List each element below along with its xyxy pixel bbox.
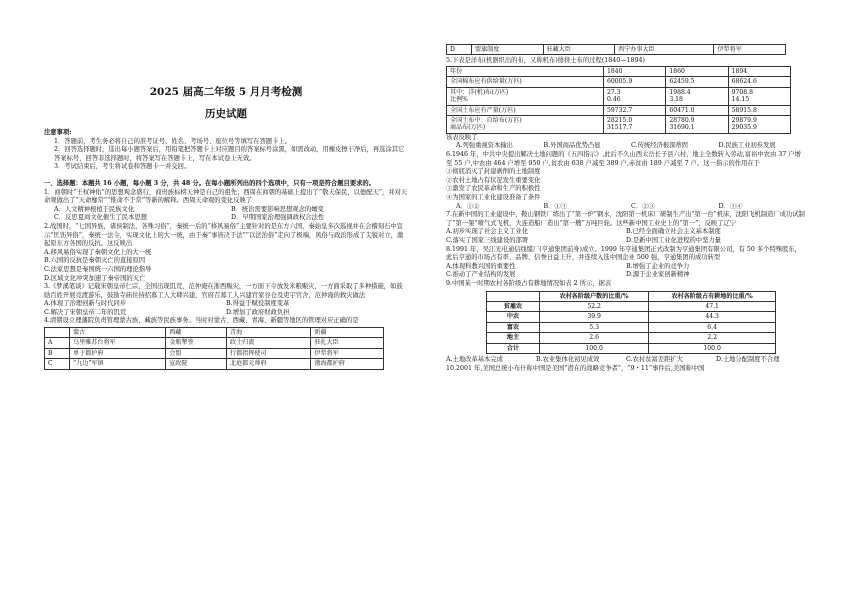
note-item: 1．答题前，考生务必将自己的准考证号、姓名、考场号、座位号等填写在答题卡上。 (54, 137, 291, 145)
note-item: 3．考试结束后，考生将试卷和答题卡一并交回。 (54, 163, 191, 171)
table-cell: 伊犁将军 (714, 45, 786, 55)
table-cell: 58915.8 (728, 105, 790, 115)
table-row (447, 116, 791, 134)
q8-option: A.体现科教兴国的重要性 (446, 262, 516, 270)
table-cell: 44.3 (649, 312, 776, 322)
table-row (447, 77, 791, 87)
subject-title: 历史试题 (205, 108, 247, 120)
table-cell: 驻扎大臣 (311, 338, 384, 348)
table-row (487, 343, 776, 353)
table-cell: 52.2 (540, 301, 649, 311)
table-cell: 地主 (487, 333, 540, 343)
q6-option: A．①② (456, 202, 480, 210)
q3-option: D.增加了政府财政负担 (226, 308, 290, 316)
q7-options-row (446, 237, 806, 246)
q7-stem: 7.在新中国的工业建设中，鞍山钢铁厂练出了“第一炉”钢水，沈阳第一机床厂研制生产出“第一台”机床，沈阳飞机制造厂成功试制了“第一架”喷气式飞机，大连造船厂造出“第一艘”万吨巨轮。这些新中国工业史上的“第一”，反映了辽宁 (446, 211, 805, 227)
q7-option: D.是新中国工业化进程的中坚力量 (626, 236, 721, 244)
table-cell: 金瓶掣签 (166, 338, 227, 348)
q6-item: ②农村土地占有状况发生重要变化 (446, 176, 541, 184)
table-cell: 全国土布中：自给布(万匹) 商品布(万匹) (447, 116, 604, 134)
q7-option: A.初步实现了社会主义工业化 (446, 228, 529, 236)
table-cell: 政土归流 (226, 338, 310, 348)
table-row (45, 348, 384, 358)
q8-option: B.增强了企业的竞争力 (626, 262, 690, 270)
table-cell: 合计 (487, 343, 540, 353)
table-cell: 2.2 (649, 333, 776, 343)
q5-table (446, 66, 791, 134)
table-row (487, 291, 776, 301)
table-header: 1894 (728, 67, 790, 77)
note-item: 2．回答选择题时，选出每小题答案后，用铅笔把答题卡上对应题目的答案标号涂黑，如需改动，用橡皮擦干净后，再选涂其它答案标号，回答非选择题时，将答案写在答题卡上，写在本试卷上无效。 (54, 146, 405, 162)
q5-tail: 该表反映了 (446, 133, 478, 141)
q5-stem: 5.下表是洋布(机器织出的布，又称机布)排挤土布的过程(1840—1894) (446, 57, 646, 65)
table-cell: B (45, 348, 70, 358)
table-cell: 乌里雅苏台将军 (70, 338, 166, 348)
q9-option: C.农村贫富差距扩大 (626, 355, 683, 363)
table-cell: 59732.7 (604, 105, 666, 115)
q6-item: ①彻底消灭了封建剥削的土地制度 (446, 168, 541, 176)
table-cell: 西宁办事大臣 (615, 45, 714, 55)
q9-stem: 9.中国某一时期农村各阶级占有耕地情况如表 2 所示，据表 (446, 279, 612, 287)
table-header: 新疆 (311, 328, 384, 338)
q8-options-row (446, 271, 806, 280)
table-cell: 47.1 (649, 301, 776, 311)
q10-stem: 10.2001 年,美国总统小布什称中国是美国“潜在的战略竞争者”，“9・11”事件后,美国称中国 (446, 364, 705, 372)
table-row (487, 333, 776, 343)
table-header: 1860 (666, 67, 728, 77)
q1-option: B．统治需要影响思想观念的嬗变 (231, 205, 324, 213)
table-cell: 驻藏大臣 (543, 45, 615, 55)
q1-options-row (44, 214, 408, 223)
section1-heading: 一、选择题：本题共 16 小题，每小题 3 分，共 48 分。在每小题所列出的四个选项中，只有一项是符合题目要求的。 (44, 179, 376, 187)
q5-option: A.列强重视资本输出 (456, 142, 513, 150)
q5-option: D.民族工业初步发展 (718, 142, 776, 150)
table-cell: 9708.8 14.15 (728, 87, 790, 105)
table-row (45, 328, 384, 338)
q6-stem: 6.1946 年，中共中央提出解决土地问题的《五四指示》,此后不久山西太岳长子县六村，地主全数转入劳动,富裕中农由 37 户增至 55 户,中农由 464 户增至 950 户,贫农由 638 户减至 389 户,赤贫由 189 户减至 7 户。这一指示的作用在于 (446, 151, 801, 167)
table-cell: 北庭都元帅府 (226, 359, 310, 369)
table-cell: 宣政院 (166, 359, 227, 369)
table-row (487, 322, 776, 332)
table-cell: 会盟 (166, 348, 227, 358)
q9-option: B.农业集体化初见成效 (536, 355, 600, 363)
q9-table (486, 291, 776, 354)
q7-options-row (446, 228, 806, 237)
q3-option: C.解决了宋朝皇帝二年的饥荒 (44, 308, 127, 316)
table-header: 青海 (226, 328, 310, 338)
table-cell: 2.6 (540, 333, 649, 343)
q6-options-row (446, 203, 806, 212)
table-header: 西藏 (166, 328, 227, 338)
q7-option: B.已经全面确立社会主义基本制度 (626, 228, 721, 236)
table-header: 1840 (604, 67, 666, 77)
table-cell: 29879.9 29035.9 (728, 116, 790, 134)
table-cell: 60005.9 (604, 77, 666, 87)
table-cell: 全国土布应有产量(万匹) (447, 105, 604, 115)
q1-option: C．反思夏商文化催生了民本思想 (54, 214, 147, 222)
q6-item: ③激发了农民革命和生产的积极性 (446, 185, 541, 193)
table-cell: 富农 (487, 322, 540, 332)
table-row (45, 338, 384, 348)
table-cell: 62459.5 (666, 77, 728, 87)
table-row (487, 312, 776, 322)
q8-option: C.推动了产业结构的发展 (446, 271, 516, 279)
q9-option: A.土地改革基本完成 (446, 355, 503, 363)
table-cell: 贫雇农 (487, 301, 540, 311)
notes-heading: 注意事项: (44, 129, 72, 136)
q1-option: A．人文精神根植于民族文化 (54, 205, 135, 213)
q4-table (44, 327, 384, 370)
q6-option: B．①③ (543, 202, 568, 210)
q9-options-row (446, 356, 806, 365)
table-cell: 伊犁将军 (311, 348, 384, 358)
table-cell: 行都指挥使司 (226, 348, 310, 358)
table-cell: 100.0 (540, 343, 649, 353)
table-cell: 盟旗制度 (472, 45, 544, 55)
q1-option: D．早期国家治理强调政权合法性 (231, 214, 325, 222)
table-cell: 28215.0 31517.7 (604, 116, 666, 134)
table-cell: 5.3 (540, 322, 649, 332)
q3-options-row (44, 300, 408, 309)
table-cell: 27.3 0.46 (604, 87, 666, 105)
q8-stem: 8.1991 年，吴江光电通信线缆厂(亨通集团前身)成立。1999 年亨通集团正式改制为亨通集团有限公司，有 50 多个特殊股东，此后亨通的市场占有率、品牌、信誉日益上升，并连续入选中国企业 500 强，亨通集团的成功转型 (446, 245, 801, 262)
table-row (487, 301, 776, 311)
q6-option: C．②③ (631, 202, 655, 210)
table-cell: 单于都护府 (70, 348, 166, 358)
table-header: 蒙古 (70, 328, 166, 338)
table-row (447, 87, 791, 105)
table-header: 年份 (447, 67, 604, 77)
table-row (45, 359, 384, 369)
table-cell: 6.4 (649, 322, 776, 332)
left-column (44, 0, 408, 370)
table-cell: C (45, 359, 70, 369)
q5-option: B.外国商品优势凸显 (543, 142, 601, 150)
table-cell: “九边”军镇 (70, 359, 166, 369)
q2-stem: 2.战国时，“七国异族，诸侯制法，各殊习俗”，秦统一后的“移风易俗”主要针对的是东方六国，秦始皇多次巡视并在会稽刻石中宣示“匡饬异俗”，秦统一法令，实现文化上的大一统，由于秦“事皆决于法”“以法治俗”走向了极端，风俗与政治形成了尖锐对立，激起原东方各国的反抗。这反映出 (44, 222, 404, 248)
q2-option: C.法家思想是秦国统一六国的理论指导 (44, 265, 152, 273)
table-cell: D (447, 45, 472, 55)
table-cell: 28780.9 31690.1 (666, 116, 728, 134)
q5-options-row (446, 142, 806, 151)
q2-option: D.区域文化冲突加速了秦帝国的灭亡 (44, 274, 146, 282)
table-header (487, 291, 540, 301)
q4-stem: 4.清朝设立理藩院负责管理蒙古族、藏族等民族事务。当时对蒙古、西藏、青海、新疆等地区的管理对应正确的是 (44, 317, 359, 325)
q2-option: B.六国的反抗是秦朝灭亡的直接原因 (44, 257, 146, 265)
right-column (446, 0, 806, 373)
table-cell: 100.0 (649, 343, 776, 353)
table-header (45, 328, 70, 338)
q6-item: ④为国家的工业化建设准备了条件 (446, 194, 541, 201)
table-cell: A (45, 338, 70, 348)
table-cell: 渤海都护府 (311, 359, 384, 369)
table-header: 农村各阶级户数的比重/% (540, 291, 649, 301)
table-cell: 68624.6 (728, 77, 790, 87)
table-cell: 其中：洋(机)布(万匹) 比例% (447, 87, 604, 105)
q8-option: D.源于企业家创新精神 (626, 271, 690, 279)
q1-stem: 1．商朝时“王权神佑”的思想观念盛行，商贵族标榜天神是自己的祖先；西周在商朝的基础上提出了“敬天保民，以德配天”，并对天命观做出了“天命靡常”“惟命不于常”等新的解释。西周天命观的变化反映了 (44, 188, 408, 205)
table-cell: 中农 (487, 312, 540, 322)
q9-option: D.土地分配制度不合理 (716, 355, 780, 363)
exam-title: 2025 届高二年级 5 月月考检测 (149, 86, 303, 98)
q6-option: D．③④ (718, 202, 743, 210)
q3-option: A.体现了治理创新与时代同步 (44, 300, 127, 308)
q3-option: B.得益于赋役制度变革 (226, 300, 290, 308)
q4-table-continued (446, 44, 786, 55)
table-row (447, 67, 791, 77)
table-cell: 全国棉布应有供给量(万匹) (447, 77, 604, 87)
table-row (447, 45, 786, 55)
table-cell: 39.9 (540, 312, 649, 322)
table-header: 农村各阶级占有耕地的比重/% (649, 291, 776, 301)
q7-option: C.落实了国家三线建设的部署 (446, 236, 529, 244)
table-cell: 1988.4 3.18 (666, 87, 728, 105)
q5-option: C.传统经济根深蒂固 (631, 142, 688, 150)
table-row (447, 105, 791, 115)
q3-stem: 3.《梦溪笔谈》记载宋朝皇帝仁宗，全国出现饥荒，范仲淹在浙西赈灾，一方面下令放发米粮赈灾，一方面采取了多种措施，如鼓励百姓开展竞渡游乐，鼓励寺庙住持招募工人大肆兴建，官府召募工人兴建官家谷仓及吏宇官舍，范仲淹的救灾做法 (44, 283, 403, 299)
q2-option: A.移风易俗实现了秦朝文化上的大一统 (44, 248, 152, 256)
table-cell: 60471.0 (666, 105, 728, 115)
